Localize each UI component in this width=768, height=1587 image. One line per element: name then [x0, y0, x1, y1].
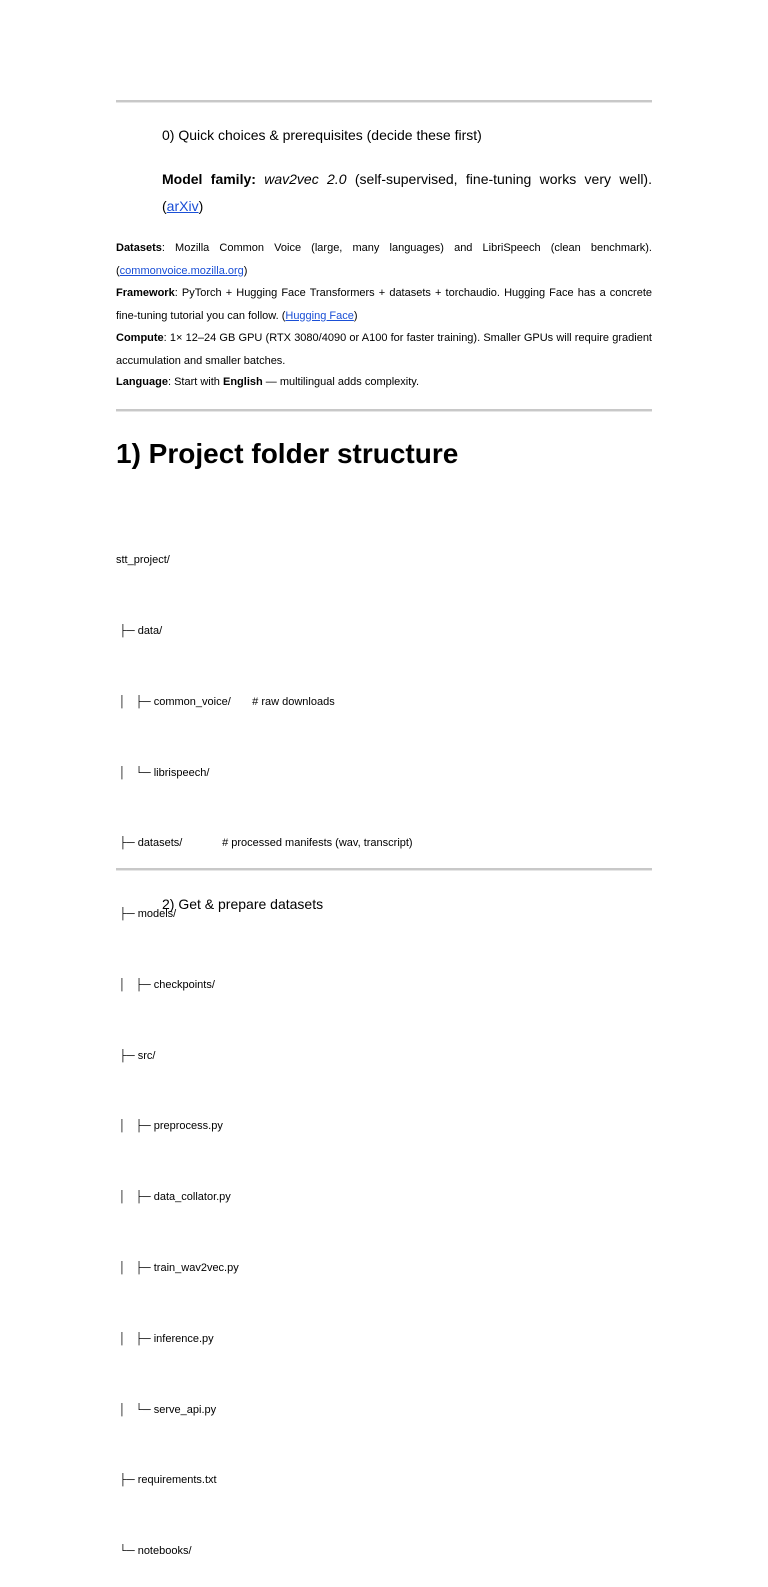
model-name: wav2vec 2.0 [264, 171, 347, 187]
model-family-paragraph [162, 166, 652, 220]
paren-close: ) [243, 264, 248, 277]
compute-paragraph [116, 327, 652, 372]
project-folder-heading: 1) Project folder structure [116, 438, 459, 469]
tree-line: │ ├─ common_voice/ # raw downloads [116, 695, 335, 708]
hugging-face-link[interactable]: Hugging Face [285, 309, 354, 322]
tree-line: ├─ datasets/ # processed manifests (wav, transcript) [116, 837, 413, 850]
tree-line: │ └─ serve_api.py [116, 1403, 217, 1416]
get-datasets-heading: 2) Get & prepare datasets [162, 896, 324, 912]
paren-close: ) [198, 198, 204, 214]
paren-close: ) [353, 309, 358, 322]
compute-text: : 1× 12–24 GB GPU (RTX 3080/4090 or A100 for faster training). Smaller GPUs will require gradient accumulation and smaller batches. [116, 332, 652, 367]
tree-line: └─ notebooks/ [116, 1545, 192, 1558]
language-text-1: : Start with [167, 376, 223, 388]
tree-line: │ └─ librispeech/ [116, 766, 210, 779]
paren-open: ( [162, 198, 167, 214]
tree-line: │ ├─ inference.py [116, 1332, 214, 1345]
folder-tree [116, 502, 413, 1587]
tree-line: ├─ requirements.txt [116, 1474, 217, 1487]
datasets-text: : Mozilla Common Voice (large, many languages) and LibriSpeech (clean benchmark). [161, 242, 652, 254]
horizontal-rule-top [116, 100, 652, 103]
framework-label: Framework [116, 287, 175, 299]
language-label: Language [116, 376, 168, 388]
framework-text: : PyTorch + Hugging Face Transformers + datasets + torchaudio. Hugging Face has a concrete fine-tuning tutorial you can follow. ( [116, 287, 652, 322]
datasets-label: Datasets [116, 242, 162, 254]
tree-line: ├─ data/ [116, 624, 163, 637]
language-english: English [222, 376, 263, 388]
model-family-label: Model family: [162, 171, 256, 187]
horizontal-rule-bottom [116, 868, 652, 871]
tree-line: ├─ src/ [116, 1049, 156, 1062]
tree-line: │ ├─ data_collator.py [116, 1191, 231, 1204]
tree-line: │ ├─ train_wav2vec.py [116, 1262, 239, 1274]
tree-line: │ ├─ preprocess.py [116, 1120, 223, 1133]
framework-paragraph [116, 282, 652, 327]
tree-line: ├─ models/ [116, 908, 177, 921]
commonvoice-link[interactable]: commonvoice.mozilla.org [119, 264, 244, 277]
tree-line: │ ├─ checkpoints/ [116, 978, 215, 991]
compute-label: Compute [116, 332, 164, 344]
arxiv-link[interactable]: arXiv [166, 198, 199, 214]
horizontal-rule-middle [116, 409, 652, 412]
language-text-2: — multilingual adds complexity. [262, 376, 420, 388]
language-paragraph [116, 371, 652, 394]
quick-choices-heading: 0) Quick choices & prerequisites (decide these first) [162, 127, 482, 143]
model-description: (self-supervised, fine-tuning works very well). [346, 171, 652, 187]
tree-line: stt_project/ [116, 554, 170, 567]
paren-open: ( [116, 264, 120, 277]
datasets-paragraph [116, 237, 652, 282]
